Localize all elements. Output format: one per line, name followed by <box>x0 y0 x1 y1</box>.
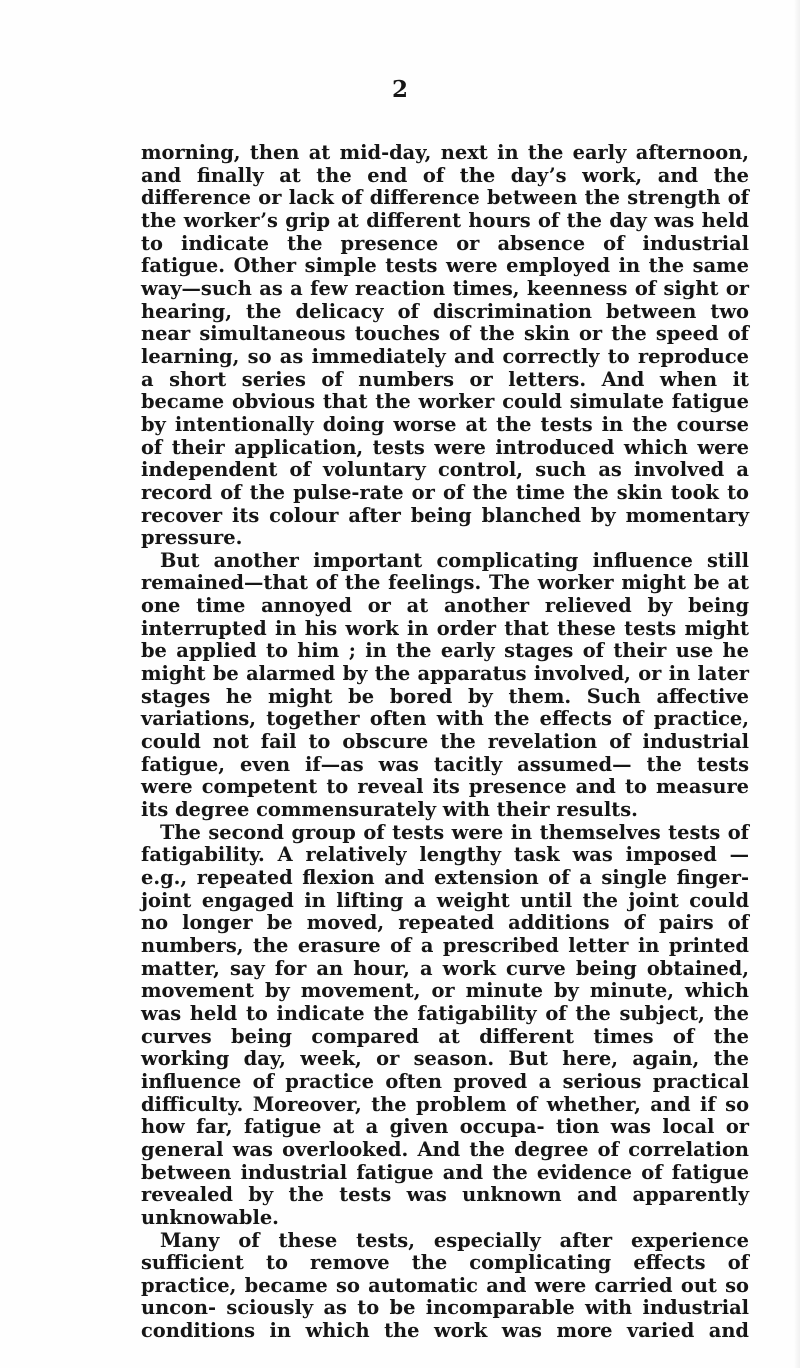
body-text <box>141 142 749 1343</box>
page-number: 2 <box>391 76 408 103</box>
page-edge-shadow <box>794 0 800 1368</box>
paragraph-feelings: But another important complicating influence still remained—that of the feelings. The worker might be at one time annoyed or at another relieved by being interrupted in his work in order that these tests might be applied to him ; in the early stages of their use he might be alarmed by the apparatus involved, or in later stages he might be bored by them. Such affective variations, together often with the effects of practice, could not fail to obscure the revelation of industrial fatigue, even if—as was tacitly assumed— the tests were competent to reveal its presence and to measure its degree commensurately with their results. <box>141 548 749 822</box>
paragraph-automatic-tests: Many of these tests, especially after experience sufficient to remove the complicating effects of practice, became so automatic and were carried out so uncon- sciously as to be incomparable with industrial conditions in which the work was more varied and <box>141 1228 749 1343</box>
paragraph-fatigability: The second group of tests were in themselves tests of fatigability. A relatively lengthy task was imposed —e.g., repeated flexion and extension of a single finger-joint engaged in lifting a weight until the joint could no longer be moved, repeated additions of pairs of numbers, the erasure of a prescribed letter in printed matter, say for an hour, a work curve being obtained, movement by movement, or minute by minute, which was held to indicate the fatigability of the subject, the curves being compared at different times of the working day, week, or season. But here, again, the influence of practice often proved a serious practical difficulty. Moreover, the problem of whether, and if so how far, fatigue at a given occupa- tion was local or general was overlooked. And the degree of correlation between industrial fatigue and the evidence of fatigue revealed by the tests was unknown and apparently unknowable. <box>141 820 749 1229</box>
paragraph-fatigue-tests: morning, then at mid-day, next in the early afternoon, and finally at the end of the day’s work, and the difference or lack of difference between the strength of the worker’s grip at different hours of the day was held to indicate the presence or absence of industrial fatigue. Other simple tests were employed in the same way—such as a few reaction times, keenness of sight or hearing, the delicacy of discrimination between two near simultaneous touches of the skin or the speed of learning, so as immediately and correctly to reproduce a short series of numbers or letters. And when it became obvious that the worker could simulate fatigue by intentionally doing worse at the tests in the course of their application, tests were introduced which were independent of voluntary control, such as involved a record of the pulse-rate or of the time the skin took to recover its colour after being blanched by momentary pressure. <box>141 141 749 550</box>
